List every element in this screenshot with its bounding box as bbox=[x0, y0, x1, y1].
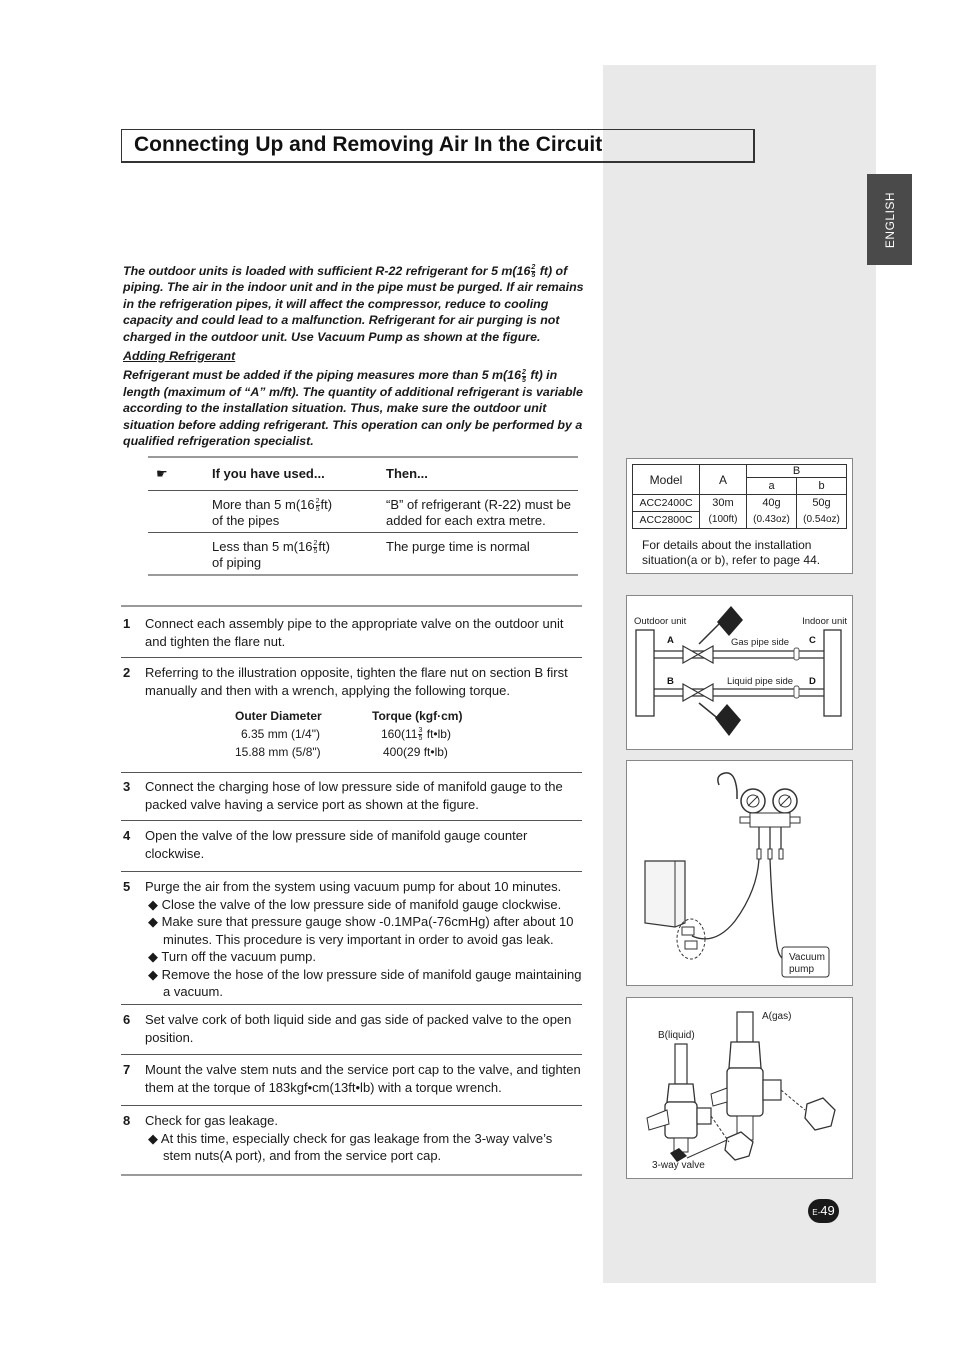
language-tab[interactable] bbox=[867, 174, 912, 265]
step-text: Referring to the illustration opposite, tighten the flare nut on section B first manually and then with a wrench, applying the following torque. bbox=[145, 665, 568, 698]
outdoor-unit-label: Outdoor unit bbox=[634, 616, 687, 627]
torque-value-a: 160(11 bbox=[381, 727, 418, 741]
language-tab-label: ENGLISH bbox=[882, 191, 897, 248]
fraction-numerator: 2 bbox=[313, 539, 318, 547]
adding-paragraph bbox=[123, 367, 585, 449]
bullet-item bbox=[145, 966, 582, 1001]
label-d: D bbox=[809, 676, 816, 687]
bullet-item bbox=[145, 948, 582, 966]
table-row bbox=[235, 743, 462, 761]
b-a-header: a bbox=[747, 478, 797, 495]
a-cell: 30m bbox=[700, 495, 747, 512]
gas-pipe bbox=[737, 1012, 753, 1042]
table-row bbox=[633, 512, 847, 529]
indoor-unit-box bbox=[824, 630, 841, 716]
bullet-text: Remove the hose of the low pressure side of manifold gauge maintaining a vacuum. bbox=[161, 966, 582, 999]
liquid-valve-body-icon bbox=[665, 1102, 697, 1138]
intro-section bbox=[123, 263, 585, 449]
fraction-denominator: 5 bbox=[313, 547, 318, 555]
bullet-text: At this time, especially check for gas leakage from the 3-way valve’s stem nuts(A port), and from the service port cap. bbox=[160, 1130, 553, 1163]
model-cell: ACC2400C bbox=[633, 495, 700, 512]
service-valve-icon bbox=[682, 927, 694, 935]
pipe-connection-figure bbox=[626, 595, 853, 750]
vacuum-pump-label-2: pump bbox=[789, 964, 815, 975]
fraction bbox=[522, 369, 526, 384]
fraction-numerator: 3 bbox=[418, 727, 423, 735]
a-header: A bbox=[700, 465, 747, 495]
bullet-text: Make sure that pressure gauge show -0.1MPa(-76cmHg) after about 10 minutes. This procedure is very important in order to avoid gas leak. bbox=[161, 914, 574, 947]
b-a-cell: (0.43oz) bbox=[747, 512, 797, 529]
three-way-valve-figure bbox=[626, 997, 853, 1179]
adding-text-a: Refrigerant must be added if the piping measures more than 5 m(16 bbox=[123, 368, 521, 383]
steps-end-rule bbox=[121, 1174, 582, 1176]
bullet-icon: ◆ bbox=[148, 1130, 158, 1146]
intro-text-b: ft) of piping. The air in the indoor unit and in the pipe must be purged. If air remains in the refrigeration pipes, it will affect the compressor, reduce to cooling capacity and could lead to a malfunction. Refrigerant for air purging is not charged in the outdoor unit. Use Vacuum Pump as shown at the figure. bbox=[123, 264, 584, 344]
high-valve-knob-icon bbox=[740, 817, 750, 823]
step-8 bbox=[121, 1105, 582, 1174]
gas-pipe-label: Gas pipe side bbox=[731, 637, 790, 648]
bullet-icon: ◆ bbox=[148, 949, 158, 964]
adding-refrigerant-heading: Adding Refrigerant bbox=[123, 349, 236, 364]
gas-service-port-icon bbox=[763, 1080, 781, 1100]
table-row bbox=[148, 532, 578, 575]
page-prefix: E- bbox=[812, 1208, 821, 1217]
manifold-body bbox=[750, 813, 790, 827]
b-header: B bbox=[747, 465, 847, 478]
fraction bbox=[418, 727, 422, 742]
b-b-cell: (0.54oz) bbox=[797, 512, 847, 529]
step-6 bbox=[121, 1004, 582, 1054]
step-4 bbox=[121, 820, 582, 871]
page-title-box bbox=[121, 129, 755, 163]
gauge-diagram bbox=[627, 761, 852, 985]
step-text bbox=[145, 878, 582, 1001]
outdoor-unit-icon bbox=[645, 861, 685, 927]
step-number: 1 bbox=[123, 616, 131, 631]
vacuum-pump-label-1: Vacuum bbox=[789, 952, 825, 963]
torque-diameter: 6.35 mm (1/4") bbox=[241, 727, 320, 741]
torque-value bbox=[372, 725, 462, 743]
gas-flare-nut-icon bbox=[729, 1042, 761, 1068]
torque-value: 400(29 ft•lb) bbox=[383, 745, 448, 759]
row2-used-unit: ft) bbox=[318, 538, 330, 554]
wrench-top-icon bbox=[717, 606, 743, 636]
gas-flare-nut-icon bbox=[794, 648, 799, 660]
label-c: C bbox=[809, 635, 816, 646]
outdoor-unit-box bbox=[636, 630, 654, 716]
torque-diameter: 15.88 mm (5/8") bbox=[235, 745, 321, 759]
bullet-item bbox=[145, 1130, 582, 1165]
table-row bbox=[633, 495, 847, 512]
step-1 bbox=[121, 605, 582, 657]
step-3 bbox=[121, 772, 582, 820]
torque-value-b: ft•lb) bbox=[426, 727, 451, 741]
model-header: Model bbox=[633, 465, 700, 495]
liquid-pipe bbox=[675, 1044, 687, 1084]
liquid-valve-icon bbox=[683, 684, 713, 701]
step-7 bbox=[121, 1054, 582, 1105]
valve-diagram bbox=[627, 998, 852, 1178]
port-cap-nut-icon bbox=[805, 1098, 835, 1130]
step-text: Connect the charging hose of low pressure side of manifold gauge to the packed valve having a service port as shown at the figure. bbox=[145, 779, 563, 812]
bullet-text: Turn off the vacuum pump. bbox=[161, 949, 317, 964]
fraction-denominator: 5 bbox=[418, 735, 423, 743]
steps-list bbox=[121, 605, 582, 1176]
step-text: Connect each assembly pipe to the appropriate valve on the outdoor unit and tighten the flare nut. bbox=[145, 616, 564, 649]
fraction-denominator: 5 bbox=[531, 272, 536, 280]
header-if-used: If you have used... bbox=[212, 466, 325, 481]
bullet-icon: ◆ bbox=[148, 966, 158, 982]
step-number: 2 bbox=[123, 665, 131, 680]
liquid-flare-nut-icon bbox=[794, 686, 799, 698]
liquid-pipe-label: Liquid pipe side bbox=[727, 676, 794, 687]
bullet-item bbox=[145, 896, 582, 914]
liquid-flare-nut-icon bbox=[667, 1084, 695, 1102]
row1-used-text: More than 5 m(16 bbox=[212, 496, 315, 512]
step-number: 4 bbox=[123, 828, 131, 843]
step-8-main: Check for gas leakage. bbox=[145, 1113, 278, 1128]
step-number: 7 bbox=[123, 1062, 131, 1077]
fraction bbox=[316, 498, 320, 513]
fraction bbox=[313, 540, 317, 555]
a-cell: (100ft) bbox=[700, 512, 747, 529]
wrench-bottom-icon bbox=[715, 704, 741, 736]
installation-note: For details about the installation situation(a or b), refer to page 44. bbox=[642, 538, 821, 567]
fraction-denominator: 5 bbox=[315, 505, 320, 513]
b-b-cell: 50g bbox=[797, 495, 847, 512]
step-text: Open the valve of the low pressure side of manifold gauge counter clockwise. bbox=[145, 828, 528, 861]
torque-header-torque: Torque (kgf·cm) bbox=[372, 709, 463, 723]
step-number: 8 bbox=[123, 1113, 131, 1128]
row2-used-suffix: of piping bbox=[212, 554, 262, 570]
liquid-port-label: B(liquid) bbox=[658, 1030, 695, 1041]
pointer-icon: ☛ bbox=[156, 466, 168, 481]
manifold-gauge-figure bbox=[626, 760, 853, 986]
row1-then: “B” of refrigerant (R-22) must be added for each extra metre. bbox=[386, 496, 571, 528]
charging-hose bbox=[692, 859, 759, 939]
model-table-panel bbox=[626, 458, 853, 574]
row2-used-cell bbox=[212, 532, 386, 575]
intro-paragraph bbox=[123, 263, 585, 345]
intro-text-a: The outdoor units is loaded with sufficient R-22 refrigerant for 5 m(16 bbox=[123, 264, 531, 278]
torque-table bbox=[121, 707, 582, 761]
torque-header-diameter: Outer Diameter bbox=[235, 709, 322, 723]
gas-valve-icon bbox=[683, 646, 713, 663]
low-valve-knob-icon bbox=[790, 817, 800, 823]
pipe-diagram bbox=[627, 596, 852, 749]
row1-used-unit: ft) bbox=[320, 496, 333, 512]
b-a-cell: 40g bbox=[747, 495, 797, 512]
row2-then: The purge time is normal bbox=[386, 538, 530, 554]
gas-valve-body-icon bbox=[727, 1068, 763, 1116]
label-a: A bbox=[667, 635, 674, 646]
table-row bbox=[235, 725, 462, 743]
adding-text-b: ft) in length (maximum of “A” m/ft). The quantity of additional refrigerant is variable according to the installation situation. Thus, make sure the outdoor unit situation before adding refrigerant. This operation can only be performed by a qualified refrigeration specialist. bbox=[123, 368, 583, 449]
bullet-text: Close the valve of the low pressure side of manifold gauge clockwise. bbox=[161, 896, 562, 912]
table-row bbox=[148, 490, 578, 532]
step-2 bbox=[121, 657, 582, 772]
model-table bbox=[632, 464, 847, 529]
step-number: 5 bbox=[123, 879, 131, 894]
label-b: B bbox=[667, 676, 674, 687]
pump-hose bbox=[770, 859, 787, 961]
model-cell: ACC2800C bbox=[633, 512, 700, 529]
step-text bbox=[145, 1112, 582, 1165]
header-then: Then... bbox=[386, 466, 428, 481]
page-title: Connecting Up and Removing Air In the Circuit bbox=[134, 133, 603, 156]
fraction-numerator: 2 bbox=[315, 497, 320, 505]
row1-used-suffix: of the pipes bbox=[212, 512, 280, 528]
page-number: 49 bbox=[820, 1203, 835, 1218]
gas-port-label: A(gas) bbox=[762, 1011, 792, 1022]
step-5-main: Purge the air from the system using vacuum pump for about 10 minutes. bbox=[145, 879, 562, 894]
step-number: 6 bbox=[123, 1012, 131, 1027]
row1-used-cell bbox=[212, 490, 386, 532]
three-way-valve-label: 3-way valve bbox=[652, 1160, 705, 1171]
b-b-header: b bbox=[797, 478, 847, 495]
step-5 bbox=[121, 871, 582, 1004]
bullet-item bbox=[145, 913, 582, 948]
fraction bbox=[531, 264, 535, 279]
usage-table-header bbox=[148, 457, 578, 490]
usage-table bbox=[148, 456, 578, 576]
step-number: 3 bbox=[123, 779, 131, 794]
hanger-hook-icon bbox=[718, 773, 737, 791]
indoor-unit-label: Indoor unit bbox=[802, 616, 847, 627]
fraction-numerator: 2 bbox=[531, 264, 536, 272]
fraction-numerator: 2 bbox=[521, 368, 526, 376]
bullet-icon: ◆ bbox=[148, 914, 158, 929]
step-text: Mount the valve stem nuts and the service port cap to the valve, and tighten them at the torque of 183kgf•cm(13ft•lb) with a torque wrench. bbox=[145, 1062, 581, 1095]
step-text: Set valve cork of both liquid side and gas side of packed valve to the open position. bbox=[145, 1012, 572, 1045]
page-number-badge bbox=[808, 1199, 839, 1223]
fraction-denominator: 5 bbox=[521, 376, 526, 384]
row2-used-text: Less than 5 m(16 bbox=[212, 538, 313, 554]
bullet-icon: ◆ bbox=[148, 896, 158, 912]
